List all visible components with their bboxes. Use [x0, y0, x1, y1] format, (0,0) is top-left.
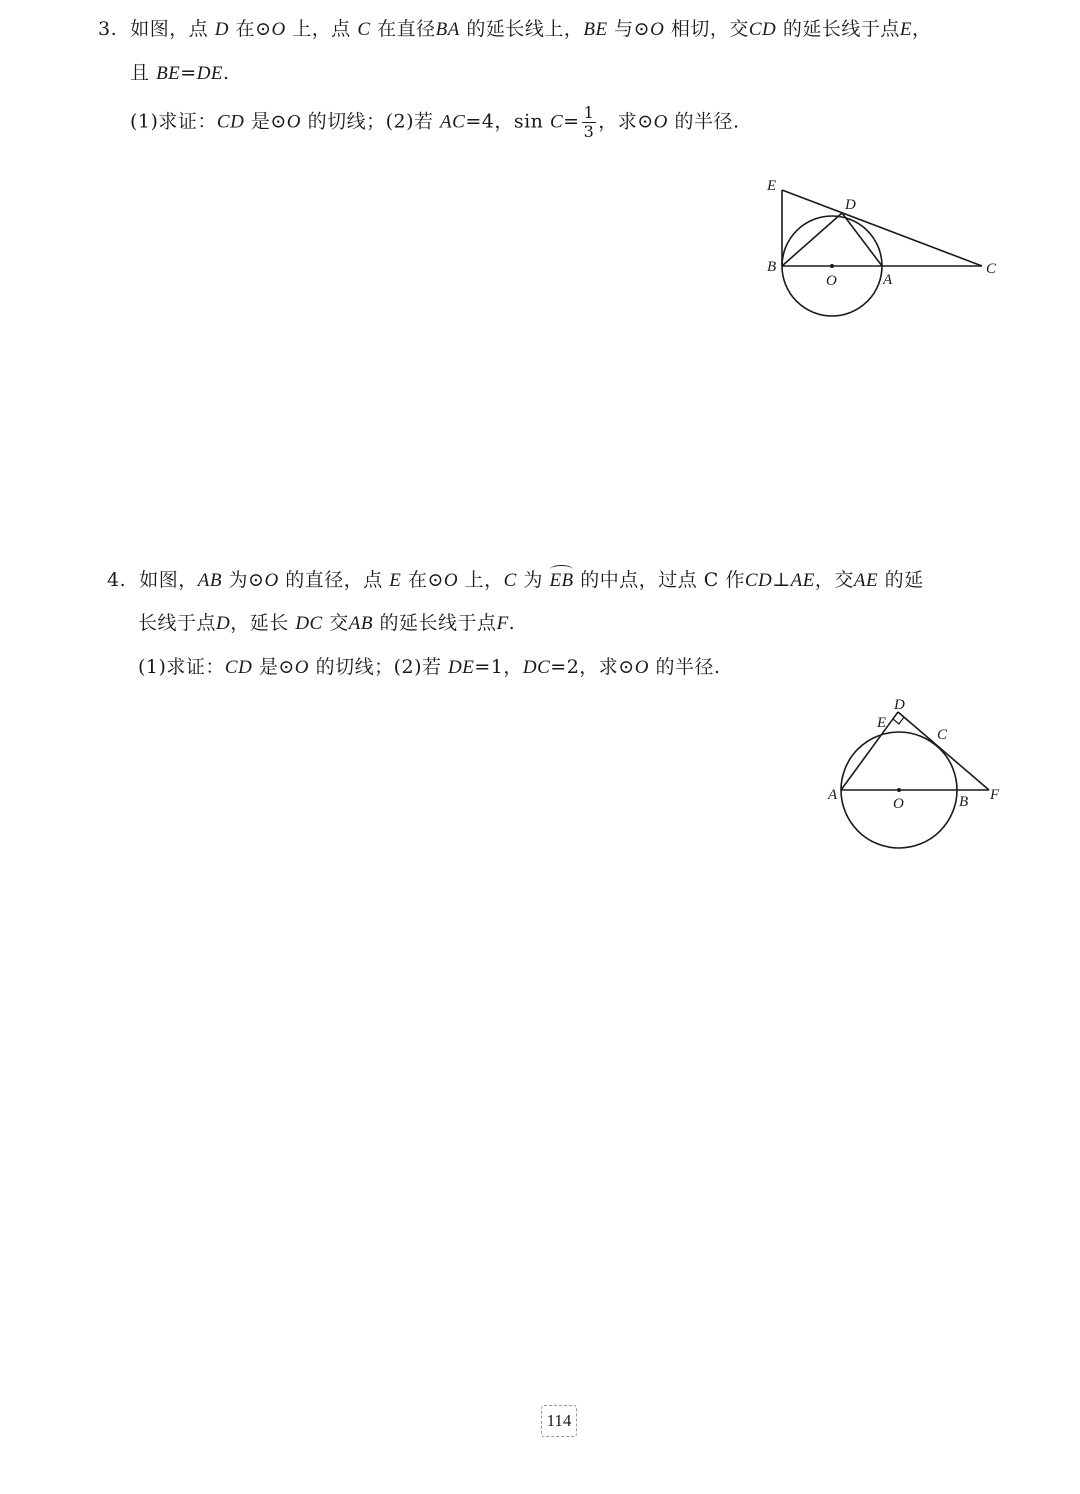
text: 且 — [130, 62, 150, 84]
var: O — [650, 19, 665, 40]
text: 是⊙ — [258, 656, 295, 678]
var: O — [443, 570, 459, 591]
var: O — [286, 111, 302, 133]
problem-3-number: 3. — [98, 18, 118, 40]
var: CD — [216, 111, 245, 133]
var: AB — [197, 570, 222, 591]
text: ， — [911, 18, 932, 40]
text: 的中点，过点 C 作 — [580, 569, 745, 591]
var: O — [653, 111, 668, 133]
segment-ec — [782, 190, 982, 266]
text: 相切，交 — [670, 18, 749, 40]
text: 的延长线于点 — [782, 18, 900, 40]
center-point — [897, 788, 901, 792]
label-e: E — [877, 715, 887, 731]
text: 如图，点 — [130, 18, 209, 40]
text: 的延 — [884, 569, 924, 591]
var: E — [899, 19, 912, 40]
fraction-denominator: 3 — [583, 122, 595, 141]
text: 的直径，点 — [285, 569, 383, 591]
problem-3-line-1 — [98, 14, 931, 41]
text: 如图， — [139, 569, 198, 591]
fraction-numerator: 1 — [583, 103, 595, 122]
text: ⊥ — [772, 569, 791, 591]
label-d: D — [894, 697, 905, 713]
var: AC — [440, 111, 466, 133]
text: (1)求证： — [138, 656, 225, 678]
text: 的半径. — [674, 110, 740, 133]
text: 的切线；(2)若 — [315, 656, 442, 678]
var: D — [216, 613, 231, 634]
text: 长线于点 — [138, 612, 217, 634]
text: 为⊙ — [228, 569, 265, 591]
var: O — [271, 19, 286, 40]
center-point — [830, 264, 834, 268]
var: O — [294, 657, 310, 678]
text: =4，sin — [465, 110, 544, 133]
arc-eb: EB — [549, 570, 574, 591]
problem-3-figure — [755, 165, 1005, 330]
label-d: D — [845, 197, 856, 213]
var: DC — [522, 657, 551, 678]
problem-3-line-3 — [130, 104, 740, 141]
text: 的延长线于点 — [379, 612, 497, 634]
var: F — [496, 613, 509, 634]
label-a: A — [883, 272, 893, 288]
var: DE — [196, 63, 224, 84]
var: DC — [295, 613, 323, 634]
problem-3-line-2 — [130, 58, 230, 85]
text: . — [508, 612, 516, 634]
problem-4-number: 4. — [107, 569, 127, 591]
text: . — [223, 62, 230, 84]
text: 是⊙ — [250, 110, 287, 133]
label-f: F — [990, 787, 1000, 803]
text: 与⊙ — [614, 18, 651, 40]
segment-ad — [841, 712, 898, 790]
var: AE — [790, 570, 815, 591]
text: 交 — [329, 612, 349, 634]
text: (1)求证： — [130, 110, 217, 133]
var: BE — [583, 19, 608, 40]
text: =1， — [474, 656, 523, 678]
text: = — [563, 110, 580, 133]
text: 上， — [464, 569, 504, 591]
text: ，交 — [814, 569, 854, 591]
text: 的切线；(2)若 — [307, 110, 434, 133]
problem-4-line-3 — [138, 652, 721, 679]
var: D — [214, 19, 230, 40]
var: E — [389, 570, 402, 591]
problem-4-figure — [820, 690, 1010, 860]
text: 在⊙ — [407, 569, 444, 591]
segment-df — [898, 712, 989, 790]
fraction — [582, 104, 597, 141]
label-a: A — [828, 787, 838, 803]
text: ，求⊙ — [598, 110, 654, 133]
problem-4-line-1 — [107, 565, 924, 592]
var: C — [503, 570, 517, 591]
text: =2，求⊙ — [550, 656, 635, 678]
label-c: C — [986, 261, 997, 277]
var: BE — [156, 63, 181, 84]
text: 在直径 — [377, 18, 436, 40]
label-b: B — [767, 259, 777, 275]
text: 在⊙ — [235, 18, 272, 40]
page-number: 114 — [541, 1405, 577, 1437]
var: AB — [348, 613, 373, 634]
var: DE — [448, 657, 475, 678]
problem-4-line-2 — [138, 608, 515, 635]
text: 为 — [523, 569, 543, 591]
text: = — [180, 62, 197, 84]
text: ，延长 — [230, 612, 289, 634]
text: 的半径. — [655, 656, 721, 678]
var: CD — [744, 570, 773, 591]
var: CD — [224, 657, 253, 678]
label-e: E — [767, 178, 777, 194]
var: CD — [748, 19, 777, 40]
label-c: C — [937, 727, 948, 743]
right-angle-mark — [893, 717, 904, 724]
label-o: O — [893, 796, 904, 812]
var: O — [264, 570, 279, 591]
var: C — [357, 19, 371, 40]
var: AE — [853, 570, 879, 591]
var: BA — [435, 19, 460, 40]
text: 上，点 — [292, 18, 351, 40]
label-o: O — [826, 273, 837, 289]
text: 的延长线上， — [466, 18, 584, 40]
label-b: B — [959, 794, 969, 810]
var: O — [634, 657, 649, 678]
var: C — [549, 111, 564, 133]
